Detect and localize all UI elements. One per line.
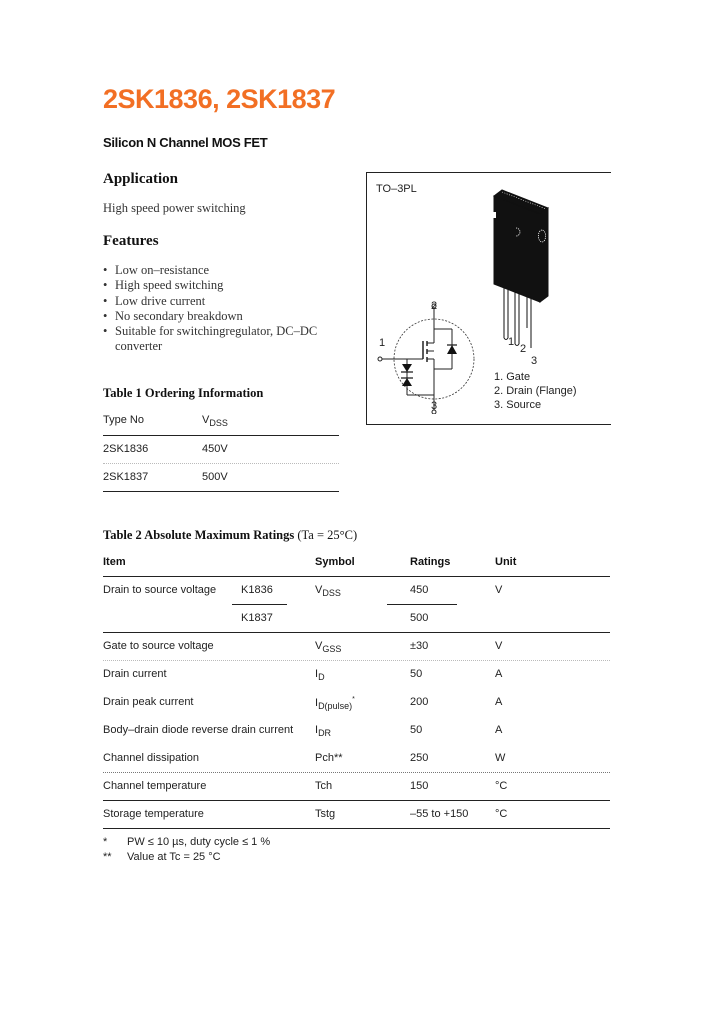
lead-number: 1 <box>508 336 515 348</box>
features-list <box>103 263 363 355</box>
table1-caption: Table 1 Ordering Information <box>103 386 264 400</box>
table2-cell-symbol: Pch** <box>315 752 343 764</box>
feature-item: • High speed switching <box>103 278 224 293</box>
bullet-icon: • <box>103 324 108 339</box>
table2-cell-item: Body–drain diode reverse drain current <box>103 724 294 736</box>
table1-cell-vdss: 500V <box>202 471 228 483</box>
table2-header-symbol: Symbol <box>315 556 355 568</box>
pin-legend: 1. Gate 2. Drain (Flange) 3. Source <box>494 371 577 411</box>
table2-cell-rating: 50 <box>410 724 423 736</box>
table2-cell-item: Channel dissipation <box>103 752 200 764</box>
bullet-icon: • <box>103 278 108 293</box>
table1-rule <box>103 435 339 436</box>
table2-subrule <box>387 604 457 605</box>
table2-cell-symbol: Tstg <box>315 808 336 820</box>
table2-cell-symbol: $V_{DSS}$ <box>315 584 341 598</box>
package-figure <box>366 172 611 425</box>
table2-cell-rating: –55 to +150 <box>410 808 469 820</box>
table2-cell-rating: 50 <box>410 668 423 680</box>
table2-cell-item: Drain to source voltage <box>103 584 217 596</box>
table2-rule <box>103 828 610 829</box>
footnote-text: PW ≤ 10 µs, duty cycle ≤ 1 % <box>127 836 271 848</box>
table2-cell-symbol: Tch <box>315 780 333 792</box>
mosfet-symbol-icon <box>375 299 475 414</box>
table1-cell-type: 2SK1836 <box>103 443 149 455</box>
table2-cell-unit: A <box>495 696 503 708</box>
lead-number: 3 <box>531 355 538 367</box>
feature-item-continuation: converter <box>115 339 163 354</box>
table2-cell-unit: W <box>495 752 506 764</box>
table2-row-divider <box>103 772 610 773</box>
table2-cell-symbol: $I_D$ <box>315 668 325 682</box>
table2-cell-symbol: $I_{D(pulse)}^*$ <box>315 696 355 711</box>
table2-cell-item: Storage temperature <box>103 808 204 820</box>
table2-cell-unit: A <box>495 724 503 736</box>
feature-item: • Suitable for switchingregulator, DC–DC <box>103 324 318 339</box>
table2-cell-rating: 450 <box>410 584 429 596</box>
feature-item: • Low on–resistance <box>103 263 210 277</box>
gate-pin-label: 1 <box>379 337 386 349</box>
feature-item: • No secondary breakdown <box>103 308 243 323</box>
table2-cell-unit: V <box>495 640 503 652</box>
table2-header-ratings: Ratings <box>410 556 451 568</box>
table2-cell-unit: °C <box>495 780 508 792</box>
table2-cell-symbol: $I_{DR}$ <box>315 724 332 738</box>
table2-caption: Table 2 Absolute Maximum Ratings (Ta = 25°C) <box>103 528 358 542</box>
table2-rule <box>103 632 610 633</box>
table2-row-divider <box>103 660 610 661</box>
application-text: High speed power switching <box>103 201 246 215</box>
table1-header-vdss: $V_{DSS}$ <box>202 414 228 428</box>
drain-pin-label: 2 <box>431 300 438 312</box>
package-name: TO–3PL <box>376 183 417 195</box>
table2-cell-rating: 500 <box>410 612 429 624</box>
bullet-icon: • <box>103 308 108 323</box>
features-heading: Features <box>103 233 159 249</box>
table2-cell-rating: 150 <box>410 780 429 792</box>
footnote-text: Value at Tc = 25 °C <box>127 851 221 863</box>
feature-item: • Low drive current <box>103 293 206 308</box>
table1-cell-type: 2SK1837 <box>103 471 149 483</box>
application-heading: Application <box>103 171 179 187</box>
lead-number: 2 <box>520 343 527 355</box>
table2-cell-item: Drain current <box>103 668 167 680</box>
table2-rule <box>103 800 610 801</box>
table2-cell-unit: A <box>495 668 503 680</box>
table2-cell-symbol: $V_{GSS}$ <box>315 640 342 654</box>
table2-cell-rating: ±30 <box>410 640 429 652</box>
table2-cell-item: Drain peak current <box>103 696 194 708</box>
table2-header-unit: Unit <box>495 556 517 568</box>
bullet-icon: • <box>103 263 108 277</box>
table2-cell-variant: K1836 <box>241 584 273 596</box>
footnote-mark: ** <box>103 851 112 863</box>
table2-cell-variant: K1837 <box>241 612 273 624</box>
table2-rule <box>103 576 610 577</box>
table2-header-item: Item <box>103 556 126 568</box>
bullet-icon: • <box>103 293 108 308</box>
table2-cell-unit: °C <box>495 808 508 820</box>
table2-cell-unit: V <box>495 584 503 596</box>
table2-cell-rating: 200 <box>410 696 429 708</box>
table1-row-divider <box>103 463 339 464</box>
table2-cell-item: Gate to source voltage <box>103 640 214 652</box>
page-title: 2SK1836, 2SK1837 <box>103 84 336 114</box>
footnote-mark: * <box>103 836 108 848</box>
page-subtitle: Silicon N Channel MOS FET <box>103 135 268 150</box>
source-pin-label: 3 <box>431 400 438 412</box>
table2-cell-rating: 250 <box>410 752 429 764</box>
table2-cell-item: Channel temperature <box>103 780 207 792</box>
table1-rule <box>103 491 339 492</box>
package-drawing-icon <box>482 188 562 348</box>
table2-subrule <box>232 604 287 605</box>
table1-header-type: Type No <box>103 414 144 426</box>
table1-cell-vdss: 450V <box>202 443 228 455</box>
